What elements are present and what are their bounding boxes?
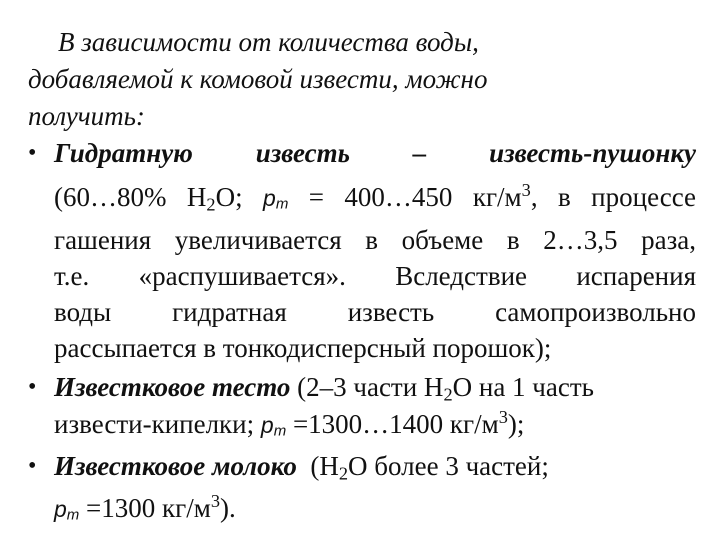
density-symbol: $р_т$ bbox=[263, 185, 289, 213]
item1-line-3: гашения увеличивается в объеме в 2…3,5 раза, bbox=[54, 225, 696, 255]
item1-line-6: рассыпается в тонкодисперсный порошок); bbox=[54, 333, 552, 363]
item3-term: Известковое молоко bbox=[54, 451, 297, 481]
bullet-3: • bbox=[28, 453, 37, 479]
density-symbol: $р_т$ bbox=[54, 496, 80, 524]
item2-line-2: извести-кипелки; $р_т$ =1300…1400 $кг/м^3$); bbox=[54, 406, 525, 440]
bullet-2: • bbox=[28, 374, 37, 400]
item1-line-5: воды гидратная известь самопроизвольно bbox=[54, 297, 696, 327]
item1-line-4: т.е. «распушивается». Вследствие испарения bbox=[54, 261, 696, 291]
density-symbol: $р_т$ bbox=[260, 412, 287, 440]
item1-term: Гидратную известь – известь-пушонку bbox=[54, 138, 696, 168]
item3-line-2: $р_т =1300$ $кг/м^3$). bbox=[54, 490, 236, 524]
intro-line-1: В зависимости от количества воды, bbox=[58, 27, 479, 57]
intro-line-2: добавляемой к комовой извести, можно bbox=[28, 64, 488, 94]
item2-term: Известковое тесто bbox=[54, 372, 291, 402]
bullet-1: • bbox=[28, 140, 37, 166]
item2-line-1: Известковое тесто (2–3 части $Н_2О$ на 1 часть bbox=[54, 372, 594, 405]
item1-line-2: (60…80% $Н_2О$; $р_т$ = 400…450 $кг/м^3$, в процессе bbox=[54, 179, 697, 215]
intro-line-3: получить: bbox=[28, 101, 145, 131]
item3-line-1: Известковое молоко ($Н_2О$ более 3 частей; bbox=[54, 451, 549, 484]
